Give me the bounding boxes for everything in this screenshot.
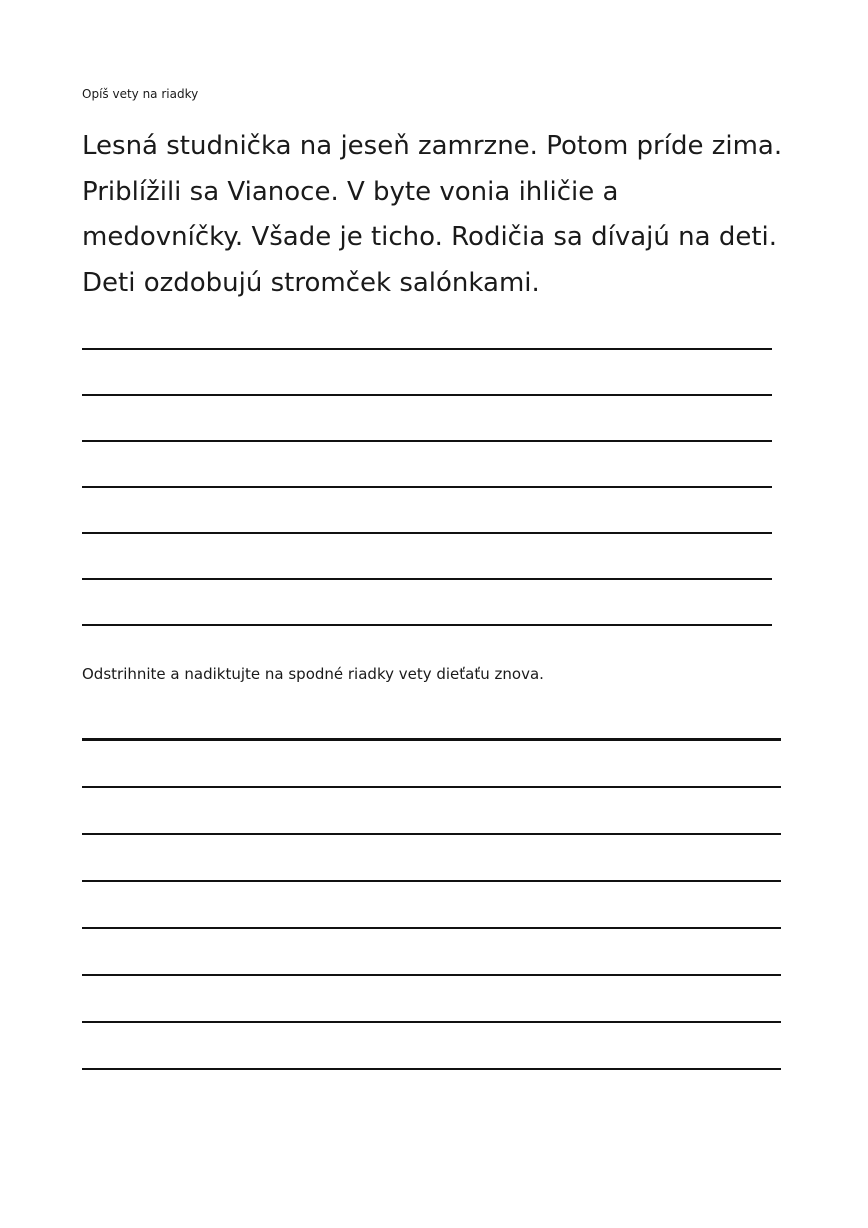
dictation-line[interactable] <box>82 766 781 788</box>
dictation-line[interactable] <box>82 860 781 882</box>
writing-line[interactable] <box>82 462 772 488</box>
instruction-copy-sentences: Opíš vety na riadky <box>82 87 199 101</box>
dictation-line[interactable] <box>82 813 781 835</box>
copy-writing-lines <box>82 324 772 626</box>
passage-line: Priblížili sa Vianoce. V byte vonia ihličie a <box>82 176 619 207</box>
writing-line[interactable] <box>82 600 772 626</box>
dictation-line[interactable] <box>82 907 781 929</box>
dictation-line[interactable] <box>82 718 781 741</box>
writing-line[interactable] <box>82 554 772 580</box>
dictation-line[interactable] <box>82 1048 781 1070</box>
dictation-line[interactable] <box>82 1001 781 1023</box>
passage-line: Deti ozdobujú stromček salónkami. <box>82 267 540 298</box>
passage-line: Lesná studnička na jeseň zamrzne. Potom príde zima. <box>82 131 783 161</box>
writing-line[interactable] <box>82 508 772 534</box>
passage-line: medovníčky. Všade je ticho. Rodičia sa dívajú na deti. <box>82 222 778 252</box>
passage-text <box>82 124 812 306</box>
writing-line[interactable] <box>82 370 772 396</box>
dictation-writing-lines <box>82 718 781 1070</box>
writing-line[interactable] <box>82 324 772 350</box>
dictation-line[interactable] <box>82 954 781 976</box>
writing-line[interactable] <box>82 416 772 442</box>
instruction-dictation: Odstrihnite a nadiktujte na spodné riadky vety dieťaťu znova. <box>82 665 544 683</box>
